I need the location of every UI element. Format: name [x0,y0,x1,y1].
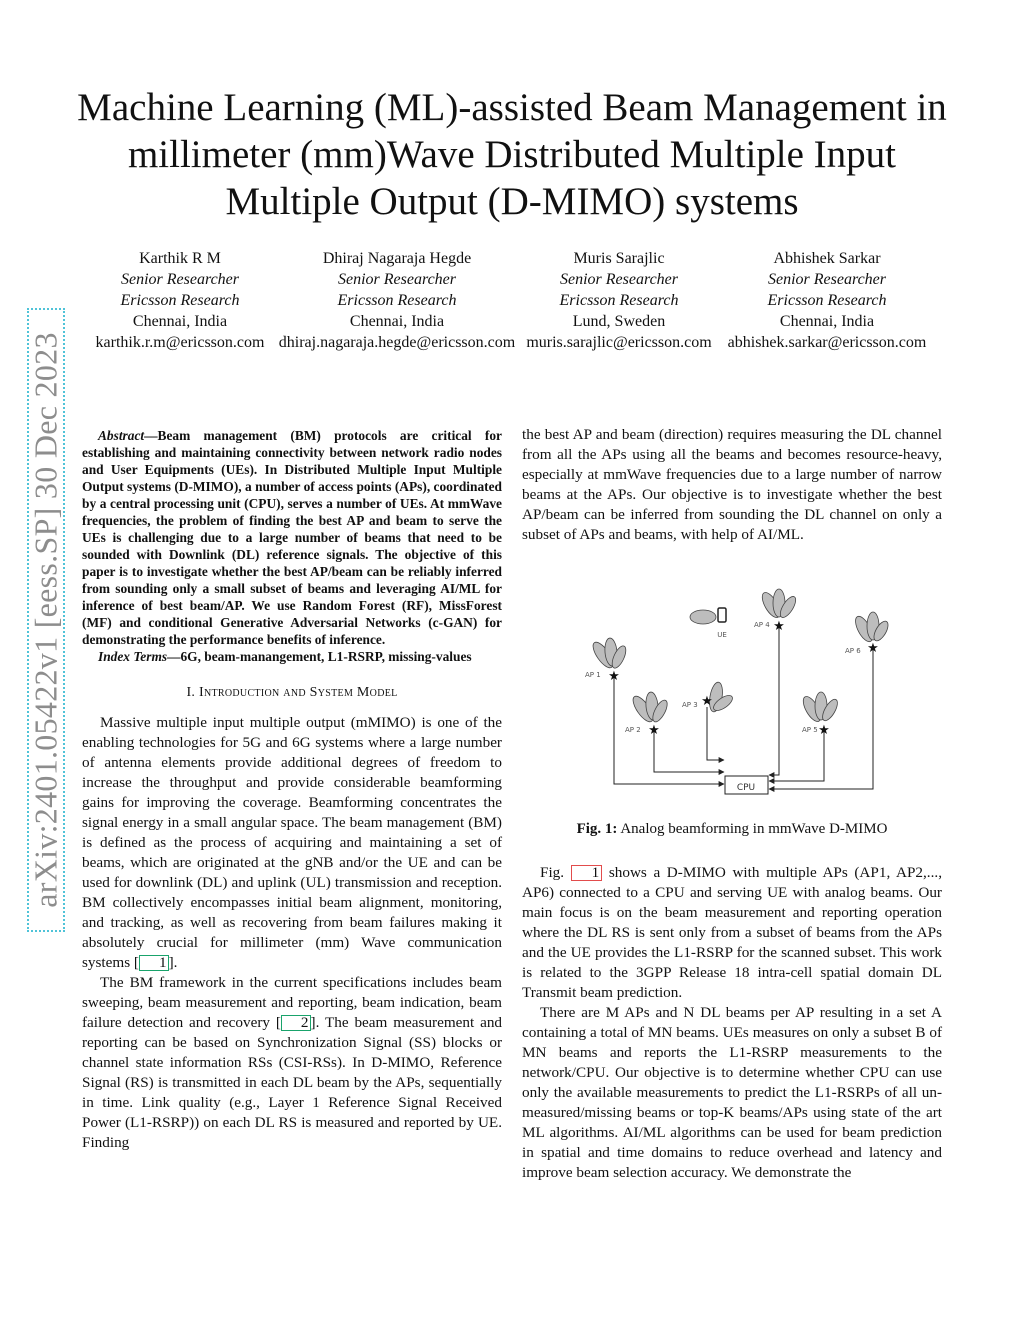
author-org: Ericsson Research [559,292,679,309]
dmimo-diagram [581,579,891,797]
author-block [82,248,942,360]
author-email[interactable]: karthik.r.m@ericsson.com [95,334,265,351]
author-location: Chennai, India [132,313,228,330]
author-name: Abhishek Sarkar [773,250,881,267]
paragraph-text: Massive multiple input multiple output (mMIMO) is one of the enabling technologies for 5G and 6G systems where a large number of antenna elements provide additional degrees of freedom to increase the throughput and provide considerable beamforming gains for improving the coverage. Beamforming concentrates the signal energy in a small angular space. The beam management (BM) is defined as the process of acquiring and maintaining a set of beams, which are originated at the gNB and/or the UE and can be used for downlink (DL) and uplink (UL) transmission and reception. BM collectively encompasses initial beam alignment, monitoring, and tracking, as well as recovering from beam failures making it absolutely crucial for millimeter (mm) Wave communication systems [82,714,502,971]
section-number: I. [186,685,196,700]
figure-caption [522,821,942,838]
author-org: Ericsson Research [767,292,887,309]
star-icon: ★ [818,723,830,738]
figure-reference-link[interactable]: 1 [571,865,603,881]
label-ap4: AP 4 [754,621,770,629]
author-email[interactable]: dhiraj.nagaraja.hegde@ericsson.com [278,334,516,351]
right-column-bottom [522,863,942,1183]
section-title: Introduction and System Model [199,685,398,700]
author-email[interactable]: muris.sarajlic@ericsson.com [526,334,712,351]
continued-paragraph: the best AP and beam (direction) requires measuring the DL channel from all the APs using all the beams and becomes resource-heavy, especially at mmWave frequencies due to a large number of narrow beams at the APs. Our objective is to investigate whether the best AP/beam can be inferred from sounding the DL channel on only a subset of APs and beams, with help of AI/ML. [522,426,942,543]
beam-cluster-ap5 [800,692,841,724]
abstract-lead: Abstract [98,428,145,443]
author-location: Lund, Sweden [572,313,666,330]
figure-description-paragraph [522,863,942,1003]
intro-paragraph-1: Massive multiple input multiple output (mMIMO) is one of the enabling technologies for 5G and 6G systems where a large number of antenna elements provide additional degrees of freedom to increase the throughput and provide considerable beamforming gains for improving the coverage. Beamforming concentrates the signal energy in a small angular space. The beam management (BM) is defined as the process of acquiring and maintaining a set of beams, which are originated at the gNB and/or the UE and can be used for downlink (DL) and uplink (UL) transmission and reception. BM collectively encompasses initial beam alignment, monitoring, and tracking, as well as recovering from beam failures making it absolutely crucial for millimeter (mm) Wave communication systems [ 1 ]. [82,714,502,971]
system-model-paragraph: There are M APs and N DL beams per AP resulting in a set A containing a total of MN beams. UEs measures on only a subset B of MN beams and reports the L1-RSRP measurements to the network/CPU. Our objective is to determine whether CPU can use only the available measurements to predict the L1-RSRPs of all un-measured/missing beams or top-K beams/APs using state of the art ML algorithms. AI/ML algorithms can be used for beam prediction in spatial and time domains to reduce overhead and latency and improve beam selection accuracy. We demonstrate the [522,1004,942,1181]
star-icon: ★ [648,723,660,738]
abstract-text: —Beam management (BM) protocols are critical for establishing and maintaining connectivity between network radio nodes and User Equipments (UEs). In Distributed Multiple Input Multiple Output systems (D-MIMO), a number of access points (APs), coordinated by a central processing unit (CPU), serves a number of UEs. At mmWave frequencies, the problem of finding the best AP and beam to serve the UEs is challenging due to a large number of beams that need to be sounded with Downlink (DL) reference signals. The objective of this paper is to investigate whether the best AP/beam can be reliably inferred from sounding only a small subset of beams and leveraging AI/ML for inference of best beam/AP. We use Random Forest (RF), MissForest (MF) and conditional Generative Adversarial Networks (c-GAN) for demonstrating the performance benefits of inference. [82,428,502,647]
caption-label: Fig. 1: [576,821,618,837]
label-ue: UE [717,631,727,639]
index-terms [82,648,502,665]
caption-text: Analog beamforming in mmWave D-MIMO [620,821,888,837]
author-2 [278,248,516,353]
author-role: Senior Researcher [767,271,887,288]
left-column [82,427,502,1153]
author-org: Ericsson Research [120,292,240,309]
author-name: Karthik R M [139,250,221,267]
citation-link[interactable]: 2 [281,1015,311,1031]
link-ap2 [654,729,724,772]
author-4 [722,248,932,353]
paragraph-text: . The beam measurement and reporting can be based on Synchronization Signal (SS) blocks or channel state information RSs (CSI-RSs). In D-MIMO, Reference Signal (RS) is transmitted in each DL beam by the APs, sequentially in time. Link quality (e.g., Layer 1 Reference Signal Received Power (L1-RSRP)) on each DL RS is measured and reported by UE. Finding [82,1014,503,1151]
beam-cluster-ap4 [759,589,799,620]
beam-cluster-ap6 [852,612,891,644]
star-icon: ★ [701,694,713,709]
label-ap2: AP 2 [625,726,641,734]
author-name: Dhiraj Nagaraja Hegde [322,250,472,267]
abstract [82,427,502,648]
intro-paragraph-2: The BM framework in the current specifications includes beam sweeping, beam measurement and reporting, beam indication, beam failure detection and recovery [ 2 ]. The beam measurement and reporting can be based on Synchronization Signal (SS) blocks or channel state information RSs (CSI-RSs). In D-MIMO, Reference Signal (RS) is transmitted in each DL beam by the APs, sequentially in time. Link quality (e.g., Layer 1 Reference Signal Received Power (L1-RSRP)) on each DL RS is measured and reported by UE. Finding [82,974,503,1151]
link-ap4 [769,625,779,775]
link-ap5 [769,729,824,781]
author-location: Chennai, India [779,313,875,330]
paragraph-text: . [173,954,178,971]
right-column-top [522,425,942,545]
author-1 [82,248,278,353]
citation-link[interactable]: 1 [139,955,169,971]
index-terms-lead: Index Terms [98,649,168,664]
label-ap6: AP 6 [845,647,861,655]
link-ap3 [707,707,724,760]
label-ap3: AP 3 [682,701,698,709]
author-role: Senior Researcher [337,271,457,288]
label-ap1: AP 1 [585,671,601,679]
paper-title: Machine Learning (ML)-assisted Beam Management in millimeter (mm)Wave Distributed Multiple Input Multiple Output (D-MIMO) systems [77,86,947,223]
arxiv-id-stamp: arXiv:2401.05422v1 [eess.SP] 30 Dec 2023 [27,332,64,908]
beam-cluster-ap1 [589,638,628,671]
section-heading [82,683,502,703]
index-terms-text: —6G, beam-manangement, L1-RSRP, missing-values [167,649,472,664]
ue-beam [690,610,716,624]
star-icon: ★ [773,619,785,634]
author-name: Muris Sarajlic [573,250,665,267]
beam-cluster-ap2 [629,692,670,725]
label-cpu: CPU [736,783,756,793]
author-3 [516,248,722,353]
paragraph-text: shows a D-MIMO with multiple APs (AP1, AP2,..., AP6) connected to a CPU and serving UE with analog beams. Our main focus is on the beam measurement and reporting operation where the DL RS is sent only from a subset of beams from the APs and the UE provides the L1-RSRP for the scanned subset. This work is related to the 3GPP Release 18 intra-cell spatial domain DL Transmit beam prediction. [522,864,942,1001]
ue-phone-icon [718,608,726,622]
figure-1 [581,579,891,797]
author-role: Senior Researcher [120,271,240,288]
star-icon: ★ [867,641,879,656]
author-role: Senior Researcher [559,271,679,288]
paragraph-text: The BM framework in the current specifications includes beam sweeping, beam measurement and reporting, beam indication, beam failure detection and recovery [82,974,502,1031]
author-location: Chennai, India [349,313,445,330]
author-email[interactable]: abhishek.sarkar@ericsson.com [727,334,927,351]
label-ap5: AP 5 [802,726,818,734]
author-org: Ericsson Research [337,292,457,309]
paragraph-text: Fig. [540,864,571,881]
star-icon: ★ [608,669,620,684]
